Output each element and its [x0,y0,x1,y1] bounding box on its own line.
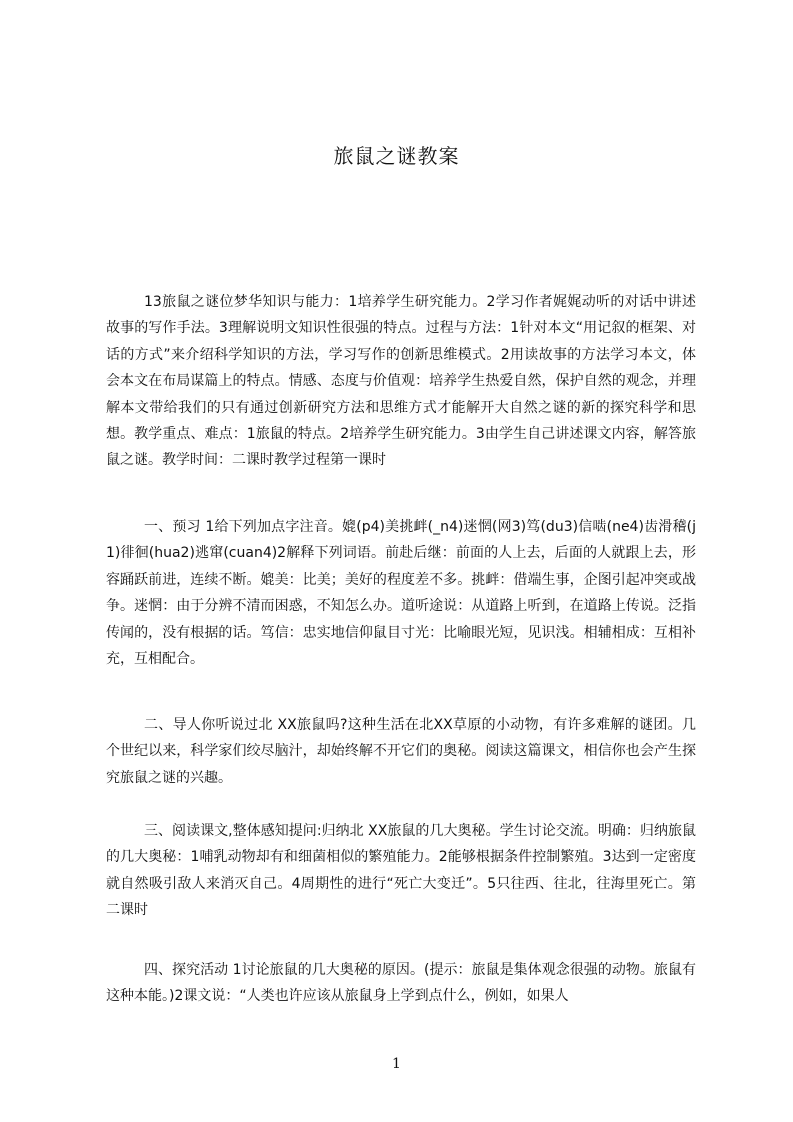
document-title: 旅鼠之谜教案 [333,144,460,168]
paragraph-introduction: 二、导人你听说过北 XX旅鼠吗?这种生活在北XX草原的小动物，有许多难解的谜团。几个世纪以来，科学家们绞尽脑汁，却始终解不开它们的奥秘。阅读这篇课文，相信你也会产生探究旅鼠之谜的兴趣。 [106,717,696,786]
paragraph-preview: 一、预习 1给下列加点字注音。媲(p4)美挑衅(_n4)迷惘(网3)笃(du3)信啮(ne4)齿滑稽(j1)徘徊(hua2)逃窜(cuan4)2解释下列词语。前赴后继：前面的人上去，后面的人就跟上去，形容踊跃前进，连续不断。媲美：比美；美好的程度差不多。挑衅：借端生事，企图引起冲突或战争。迷惘：由于分辨不清而困惑，不知怎么办。道听途说：从道路上听到，在道路上传说。泛指传闻的，没有根据的话。笃信：忠实地信仰鼠目寸光：比喻眼光短，见识浅。相辅相成：互相补充，互相配合。 [106,519,696,668]
paragraph-reading: 三、阅读课文,整体感知提问:归纳北 XX旅鼠的几大奥秘。学生讨论交流。明确：归纳旅鼠的几大奥秘：1哺乳动物却有和细菌相似的繁殖能力。2能够根据条件控制繁殖。3达到一定密度就自然吸引敌人来消灭自己。4周期性的进行“死亡大变迁”。5只往西、往北，往海里死亡。第二课时 [106,823,696,919]
paragraph-objectives: 13旅鼠之谜位梦华知识与能力：1培养学生研究能力。2学习作者娓娓动听的对话中讲述故事的写作手法。3理解说明文知识性很强的特点。过程与方法：1针对本文“用记叙的框架、对话的方式”来介绍科学知识的方法，学习写作的创新思维模式。2用读故事的方法学习本文，体会本文在布局谋篇上的特点。情感、态度与价值观：培养学生热爱自然，保护自然的观念，并理解本文带给我们的只有通过创新研究方法和思维方式才能解开大自然之谜的新的探究科学和思想。教学重点、难点：1旅鼠的特点。2培养学生研究能力。3由学生自己讲述课文内容，解答旅鼠之谜。教学时间：二课时教学过程第一课时 [106,294,696,469]
paragraph-exploration: 四、探究活动 1讨论旅鼠的几大奥秘的原因。(提示：旅鼠是集体观念很强的动物。旅鼠有这种本能。)2课文说：“人类也许应该从旅鼠身上学到点什么，例如，如果人 [106,962,696,1005]
page-number: 1 [392,1056,401,1072]
